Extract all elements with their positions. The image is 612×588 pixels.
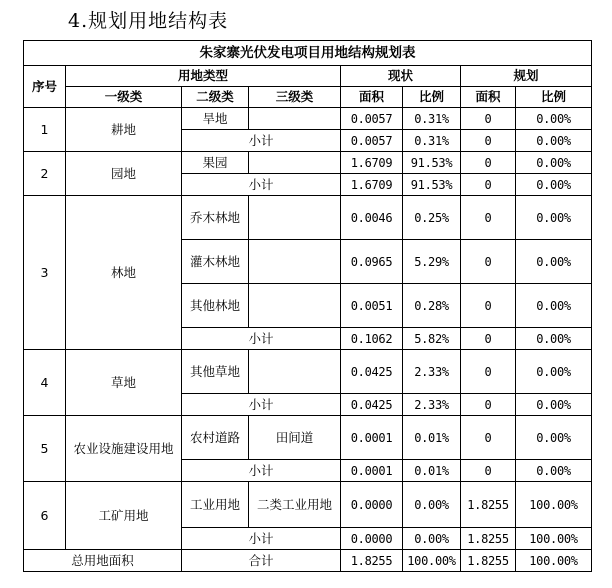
row-current-area: 0.0000	[341, 482, 403, 528]
subtotal-current-area: 0.0001	[341, 460, 403, 482]
table-row	[24, 196, 592, 240]
row-planned-area: 0	[461, 240, 516, 284]
total-planned-ratio: 100.00%	[516, 550, 592, 572]
row-current-ratio: 2.33%	[403, 350, 461, 394]
row-level2: 农村道路	[182, 416, 249, 460]
row-current-ratio: 5.29%	[403, 240, 461, 284]
header-seq: 序号	[24, 66, 66, 108]
row-planned-area: 0	[461, 416, 516, 460]
row-current-ratio: 0.01%	[403, 416, 461, 460]
subtotal-planned-area: 0	[461, 460, 516, 482]
header-level2: 二级类	[182, 87, 249, 108]
row-level3	[249, 152, 341, 174]
subtotal-planned-area: 0	[461, 174, 516, 196]
row-level2: 果园	[182, 152, 249, 174]
row-level3: 田间道	[249, 416, 341, 460]
row-level3: 二类工业用地	[249, 482, 341, 528]
table-body	[24, 108, 592, 572]
row-seq: 4	[24, 350, 66, 416]
row-current-area: 1.6709	[341, 152, 403, 174]
subtotal-label: 小计	[182, 174, 341, 196]
row-seq: 3	[24, 196, 66, 350]
row-planned-ratio: 100.00%	[516, 482, 592, 528]
total-current-ratio: 100.00%	[403, 550, 461, 572]
row-planned-ratio: 0.00%	[516, 108, 592, 130]
row-level3	[249, 108, 341, 130]
row-level3	[249, 350, 341, 394]
subtotal-planned-ratio: 0.00%	[516, 394, 592, 416]
row-level2: 灌木林地	[182, 240, 249, 284]
row-current-ratio: 0.00%	[403, 482, 461, 528]
row-level3	[249, 196, 341, 240]
row-planned-area: 1.8255	[461, 482, 516, 528]
subtotal-current-ratio: 91.53%	[403, 174, 461, 196]
subtotal-current-area: 1.6709	[341, 174, 403, 196]
row-planned-ratio: 0.00%	[516, 350, 592, 394]
row-planned-area: 0	[461, 284, 516, 328]
subtotal-planned-area: 0	[461, 328, 516, 350]
table-row	[24, 350, 592, 394]
row-current-area: 0.0057	[341, 108, 403, 130]
row-current-ratio: 0.28%	[403, 284, 461, 328]
subtotal-current-area: 0.1062	[341, 328, 403, 350]
row-seq: 2	[24, 152, 66, 196]
row-planned-ratio: 0.00%	[516, 240, 592, 284]
row-level2: 乔木林地	[182, 196, 249, 240]
total-current-area: 1.8255	[341, 550, 403, 572]
land-use-structure-table	[23, 40, 592, 572]
row-level1: 工矿用地	[66, 482, 182, 550]
row-current-ratio: 91.53%	[403, 152, 461, 174]
row-current-area: 0.0425	[341, 350, 403, 394]
table-title: 朱家寨光伏发电项目用地结构规划表	[24, 41, 592, 66]
subtotal-current-area: 0.0057	[341, 130, 403, 152]
row-level3	[249, 284, 341, 328]
header-current: 现状	[341, 66, 461, 87]
row-level1: 耕地	[66, 108, 182, 152]
subtotal-planned-area: 0	[461, 394, 516, 416]
subtotal-current-area: 0.0000	[341, 528, 403, 550]
row-planned-area: 0	[461, 152, 516, 174]
total-sum-label: 合计	[182, 550, 341, 572]
row-current-area: 0.0965	[341, 240, 403, 284]
row-level3	[249, 240, 341, 284]
subtotal-label: 小计	[182, 460, 341, 482]
row-current-area: 0.0046	[341, 196, 403, 240]
header-level1: 一级类	[66, 87, 182, 108]
row-current-ratio: 0.25%	[403, 196, 461, 240]
row-level1: 园地	[66, 152, 182, 196]
row-seq: 5	[24, 416, 66, 482]
header-land-type: 用地类型	[66, 66, 341, 87]
subtotal-label: 小计	[182, 528, 341, 550]
subtotal-planned-area: 0	[461, 130, 516, 152]
subtotal-label: 小计	[182, 394, 341, 416]
section-heading: 4.规划用地结构表	[68, 10, 229, 32]
header-current-ratio: 比例	[403, 87, 461, 108]
header-level3: 三级类	[249, 87, 341, 108]
total-label: 总用地面积	[24, 550, 182, 572]
row-planned-area: 0	[461, 108, 516, 130]
subtotal-planned-ratio: 100.00%	[516, 528, 592, 550]
row-current-ratio: 0.31%	[403, 108, 461, 130]
subtotal-planned-ratio: 0.00%	[516, 174, 592, 196]
row-current-area: 0.0051	[341, 284, 403, 328]
table-row	[24, 152, 592, 174]
subtotal-current-ratio: 0.01%	[403, 460, 461, 482]
row-level2: 其他草地	[182, 350, 249, 394]
table-row	[24, 482, 592, 528]
subtotal-planned-ratio: 0.00%	[516, 460, 592, 482]
header-planned-ratio: 比例	[516, 87, 592, 108]
row-planned-ratio: 0.00%	[516, 196, 592, 240]
subtotal-planned-ratio: 0.00%	[516, 130, 592, 152]
header-planned-area: 面积	[461, 87, 516, 108]
row-seq: 1	[24, 108, 66, 152]
total-row	[24, 550, 592, 572]
table-row	[24, 416, 592, 460]
row-seq: 6	[24, 482, 66, 550]
subtotal-label: 小计	[182, 130, 341, 152]
row-level1: 草地	[66, 350, 182, 416]
subtotal-current-ratio: 5.82%	[403, 328, 461, 350]
row-level1: 林地	[66, 196, 182, 350]
row-planned-area: 0	[461, 196, 516, 240]
subtotal-label: 小计	[182, 328, 341, 350]
row-level1: 农业设施建设用地	[66, 416, 182, 482]
row-level2: 旱地	[182, 108, 249, 130]
row-planned-ratio: 0.00%	[516, 416, 592, 460]
subtotal-current-ratio: 0.31%	[403, 130, 461, 152]
row-current-area: 0.0001	[341, 416, 403, 460]
subtotal-current-ratio: 2.33%	[403, 394, 461, 416]
header-planned: 规划	[461, 66, 592, 87]
subtotal-planned-area: 1.8255	[461, 528, 516, 550]
subtotal-planned-ratio: 0.00%	[516, 328, 592, 350]
subtotal-current-area: 0.0425	[341, 394, 403, 416]
subtotal-current-ratio: 0.00%	[403, 528, 461, 550]
total-planned-area: 1.8255	[461, 550, 516, 572]
row-planned-area: 0	[461, 350, 516, 394]
row-planned-ratio: 0.00%	[516, 284, 592, 328]
row-planned-ratio: 0.00%	[516, 152, 592, 174]
header-current-area: 面积	[341, 87, 403, 108]
row-level2: 工业用地	[182, 482, 249, 528]
row-level2: 其他林地	[182, 284, 249, 328]
table-row	[24, 108, 592, 130]
